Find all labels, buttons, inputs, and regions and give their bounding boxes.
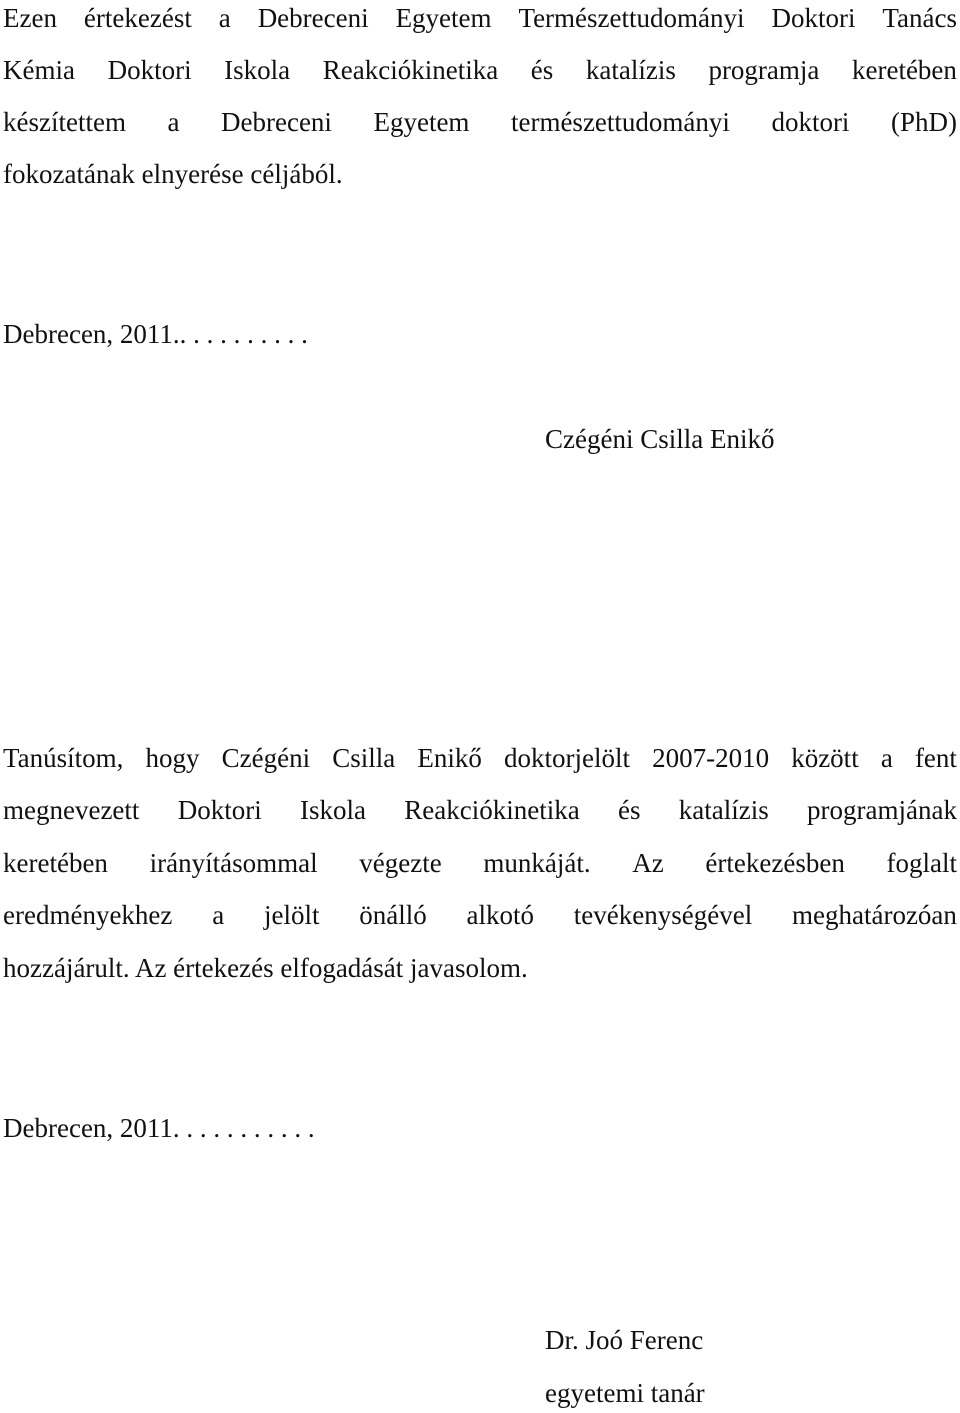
date-line-2: Debrecen, 2011. . . . . . . . . . .	[3, 1113, 315, 1143]
word: és	[530, 55, 554, 85]
supervisor-title: egyetemi tanár	[545, 1378, 705, 1408]
word: katalízis	[678, 795, 769, 825]
word: programja	[708, 55, 820, 85]
word: doktori	[771, 107, 850, 137]
word: Doktori	[771, 3, 856, 33]
word: doktorjelölt	[503, 743, 630, 773]
word: Csilla	[332, 743, 396, 773]
word: fent	[914, 743, 957, 773]
word: Egyetem	[395, 3, 492, 33]
word: jelölt	[263, 900, 320, 930]
certification-line-2	[3, 797, 957, 824]
word: Debreceni	[257, 3, 369, 33]
word: Czégéni	[221, 743, 311, 773]
certification-line-1	[3, 745, 957, 772]
word: készítettem	[3, 107, 126, 137]
word: Debreceni	[221, 107, 332, 137]
word: keretében	[851, 55, 957, 85]
word: Tanács	[882, 3, 957, 33]
word: Enikő	[417, 743, 482, 773]
word: Reakciókinetika	[404, 795, 580, 825]
word: munkáját.	[483, 848, 591, 878]
word: Iskola	[224, 55, 291, 85]
word: Doktori	[107, 55, 192, 85]
word: Kémia	[3, 55, 75, 85]
word: a	[212, 900, 225, 930]
word: (PhD)	[890, 107, 957, 137]
word: a	[880, 743, 893, 773]
word: katalízis	[585, 55, 676, 85]
word: irányításommal	[149, 848, 318, 878]
word: Természettudományi	[518, 3, 745, 33]
word: tevékenységével	[573, 900, 753, 930]
intro-line-1	[3, 5, 957, 32]
word: 2007-2010	[652, 743, 770, 773]
certification-line-3	[3, 850, 957, 877]
word: között	[791, 743, 859, 773]
date-line-1: Debrecen, 2011.. . . . . . . . . .	[3, 319, 308, 349]
intro-line-4: fokozatának elnyerése céljából.	[3, 159, 343, 189]
word: értekezésben	[705, 848, 845, 878]
word: meghatározóan	[792, 900, 957, 930]
word: Ezen	[3, 3, 57, 33]
word: a	[167, 107, 180, 137]
word: megnevezett	[3, 795, 140, 825]
word: keretében	[3, 848, 108, 878]
word: önálló	[359, 900, 427, 930]
word: programjának	[807, 795, 957, 825]
word: értekezést	[83, 3, 192, 33]
word: végezte	[359, 848, 442, 878]
word: és	[617, 795, 641, 825]
word: természettudományi	[510, 107, 730, 137]
intro-line-2	[3, 57, 957, 84]
certification-line-4	[3, 902, 957, 929]
word: hogy	[145, 743, 200, 773]
word: Az	[632, 848, 664, 878]
word: alkotó	[466, 900, 535, 930]
word: Iskola	[300, 795, 366, 825]
word: eredményekhez	[3, 900, 173, 930]
word: Egyetem	[373, 107, 470, 137]
word: Doktori	[177, 795, 262, 825]
candidate-name: Czégéni Csilla Enikő	[545, 424, 775, 454]
supervisor-name: Dr. Joó Ferenc	[545, 1325, 704, 1355]
word: a	[218, 3, 231, 33]
word: Tanúsítom,	[3, 743, 124, 773]
intro-line-3	[3, 109, 957, 136]
word: Reakciókinetika	[322, 55, 499, 85]
word: foglalt	[886, 848, 957, 878]
certification-line-5: hozzájárult. Az értekezés elfogadását javasolom.	[3, 953, 528, 983]
